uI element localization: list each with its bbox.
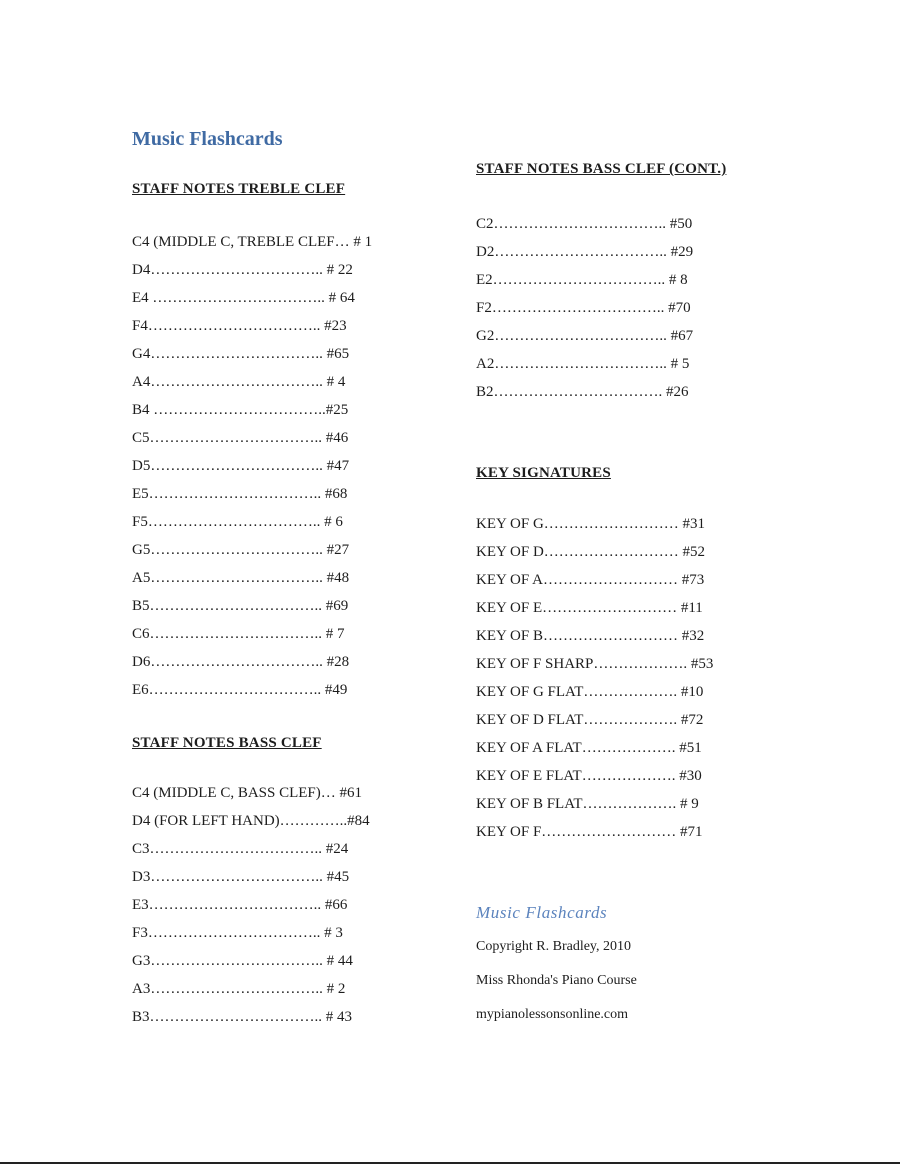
list-item: A4…………………………….. # 4 [132, 374, 346, 390]
list-item: D5…………………………….. #47 [132, 458, 350, 474]
list-item: G3…………………………….. # 44 [132, 953, 353, 969]
list-item: B3…………………………….. # 43 [132, 1009, 353, 1025]
list-item: D6…………………………….. #28 [132, 654, 350, 670]
list-item: D4 (FOR LEFT HAND)…………..#84 [132, 813, 370, 829]
list-item: C6…………………………….. # 7 [132, 626, 345, 642]
list-item: A3…………………………….. # 2 [132, 981, 346, 997]
list-item: B2……………………………. #26 [476, 384, 689, 400]
left-column [132, 178, 382, 1031]
list-item: G2…………………………….. #67 [476, 328, 694, 344]
list-item: F3…………………………….. # 3 [132, 925, 343, 941]
list-item: KEY OF B FLAT………………. # 9 [476, 796, 699, 812]
right-column [476, 158, 726, 1032]
list-item: B5…………………………….. #69 [132, 598, 349, 614]
list-item: C4 (MIDDLE C, TREBLE CLEF… # 1 [132, 234, 373, 250]
list-item: KEY OF G FLAT………………. #10 [476, 684, 704, 700]
list-item: D3…………………………….. #45 [132, 869, 350, 885]
list-item: KEY OF B……………………… #32 [476, 628, 705, 644]
list-item: KEY OF A……………………… #73 [476, 572, 705, 588]
page-title: Music Flashcards [132, 128, 283, 150]
list-item: C3…………………………….. #24 [132, 841, 349, 857]
list-item: KEY OF D FLAT………………. #72 [476, 712, 704, 728]
footer-brand: Music Flashcards [476, 903, 608, 922]
bass-clef-heading: STAFF NOTES BASS CLEF [132, 735, 322, 751]
bass-clef-cont-list [476, 210, 726, 406]
key-signatures-heading: KEY SIGNATURES [476, 465, 611, 481]
list-item: G4…………………………….. #65 [132, 346, 350, 362]
list-item: E6…………………………….. #49 [132, 682, 348, 698]
treble-clef-heading: STAFF NOTES TREBLE CLEF [132, 181, 346, 197]
list-item: F2…………………………….. #70 [476, 300, 691, 316]
list-item: C2…………………………….. #50 [476, 216, 693, 232]
key-signatures-list [476, 510, 726, 846]
list-item: KEY OF E FLAT………………. #30 [476, 768, 702, 784]
list-item: KEY OF A FLAT………………. #51 [476, 740, 702, 756]
list-item: C5…………………………….. #46 [132, 430, 349, 446]
list-item: KEY OF F SHARP………………. #53 [476, 656, 714, 672]
bass-clef-list [132, 779, 382, 1031]
list-item: KEY OF F……………………… #71 [476, 824, 703, 840]
list-item: E5…………………………….. #68 [132, 486, 348, 502]
list-item: E3…………………………….. #66 [132, 897, 348, 913]
list-item: E2…………………………….. # 8 [476, 272, 688, 288]
list-item: C4 (MIDDLE C, BASS CLEF)… #61 [132, 785, 363, 801]
copyright-text: Copyright R. Bradley, 2010 [476, 939, 632, 954]
list-item: KEY OF G……………………… #31 [476, 516, 706, 532]
list-item: A2…………………………….. # 5 [476, 356, 690, 372]
list-item: F4…………………………….. #23 [132, 318, 347, 334]
list-item: G5…………………………….. #27 [132, 542, 350, 558]
bass-clef-cont-heading: STAFF NOTES BASS CLEF (CONT.) [476, 161, 727, 177]
website-text: mypianolessonsonline.com [476, 1007, 629, 1022]
treble-clef-list [132, 228, 382, 704]
course-name: Miss Rhonda's Piano Course [476, 973, 637, 988]
list-item: B4 ……………………………..#25 [132, 402, 349, 418]
list-item: D4…………………………….. # 22 [132, 262, 353, 278]
list-item: E4 …………………………….. # 64 [132, 290, 355, 306]
list-item: A5…………………………….. #48 [132, 570, 350, 586]
list-item: KEY OF D……………………… #52 [476, 544, 706, 560]
list-item: KEY OF E……………………… #11 [476, 600, 703, 616]
list-item: D2…………………………….. #29 [476, 244, 694, 260]
list-item: F5…………………………….. # 6 [132, 514, 343, 530]
